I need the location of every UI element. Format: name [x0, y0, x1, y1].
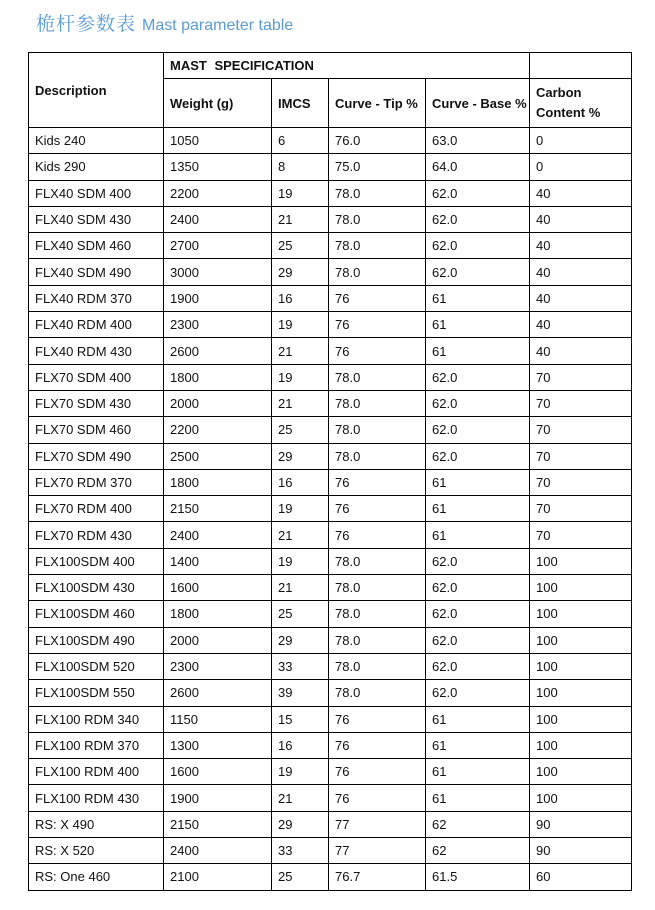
cell-curve-base: 62.0	[426, 364, 530, 390]
cell-description: FLX70 SDM 460	[29, 417, 164, 443]
table-row	[29, 680, 632, 706]
cell-curve-tip: 78.0	[329, 653, 426, 679]
cell-imcs: 29	[272, 443, 329, 469]
cell-curve-base: 61	[426, 338, 530, 364]
cell-weight: 1800	[164, 364, 272, 390]
cell-curve-base: 61	[426, 469, 530, 495]
cell-curve-base: 63.0	[426, 128, 530, 154]
cell-weight: 1600	[164, 759, 272, 785]
cell-carbon-content: 40	[530, 206, 632, 232]
table-row	[29, 864, 632, 890]
cell-imcs: 19	[272, 312, 329, 338]
table-row	[29, 259, 632, 285]
cell-curve-tip: 76	[329, 469, 426, 495]
cell-imcs: 25	[272, 864, 329, 890]
cell-imcs: 15	[272, 706, 329, 732]
table-row	[29, 233, 632, 259]
table-row	[29, 548, 632, 574]
cell-curve-tip: 78.0	[329, 417, 426, 443]
cell-carbon-content: 40	[530, 233, 632, 259]
cell-description: FLX70 RDM 430	[29, 522, 164, 548]
cell-weight: 1050	[164, 128, 272, 154]
title-chinese: 桅杆参数表	[36, 13, 137, 35]
cell-weight: 1800	[164, 469, 272, 495]
cell-curve-base: 62	[426, 811, 530, 837]
cell-description: FLX100 RDM 340	[29, 706, 164, 732]
table-body	[29, 128, 632, 891]
table-row	[29, 285, 632, 311]
cell-imcs: 16	[272, 469, 329, 495]
cell-weight: 1400	[164, 548, 272, 574]
cell-curve-base: 61	[426, 785, 530, 811]
cell-imcs: 29	[272, 627, 329, 653]
table-row	[29, 180, 632, 206]
cell-curve-base: 62.0	[426, 548, 530, 574]
cell-curve-tip: 76.0	[329, 128, 426, 154]
cell-description: RS: X 490	[29, 811, 164, 837]
cell-carbon-content: 70	[530, 443, 632, 469]
cell-curve-tip: 78.0	[329, 180, 426, 206]
cell-description: FLX100SDM 400	[29, 548, 164, 574]
table-row	[29, 364, 632, 390]
cell-curve-tip: 78.0	[329, 680, 426, 706]
cell-imcs: 25	[272, 601, 329, 627]
cell-curve-tip: 76	[329, 706, 426, 732]
cell-weight: 2000	[164, 627, 272, 653]
cell-description: FLX40 RDM 400	[29, 312, 164, 338]
cell-curve-tip: 78.0	[329, 206, 426, 232]
cell-carbon-content: 70	[530, 417, 632, 443]
cell-carbon-content: 40	[530, 180, 632, 206]
cell-curve-tip: 76	[329, 285, 426, 311]
cell-curve-tip: 76	[329, 496, 426, 522]
column-header-carbon-content	[530, 79, 632, 128]
header-row-group	[29, 53, 632, 79]
table-row	[29, 811, 632, 837]
table-row	[29, 417, 632, 443]
cell-curve-base: 62.0	[426, 417, 530, 443]
cell-imcs: 25	[272, 233, 329, 259]
cell-curve-tip: 76	[329, 732, 426, 758]
table-row	[29, 128, 632, 154]
cell-imcs: 8	[272, 154, 329, 180]
cell-carbon-content: 40	[530, 312, 632, 338]
cell-description: RS: X 520	[29, 838, 164, 864]
table-row	[29, 785, 632, 811]
title-english: Mast parameter table	[142, 17, 294, 34]
cell-curve-base: 61	[426, 706, 530, 732]
cell-carbon-content: 70	[530, 522, 632, 548]
table-row	[29, 732, 632, 758]
cell-description: FLX40 SDM 460	[29, 233, 164, 259]
cell-curve-base: 61	[426, 285, 530, 311]
cell-carbon-content: 40	[530, 259, 632, 285]
cell-description: FLX70 SDM 490	[29, 443, 164, 469]
cell-weight: 1350	[164, 154, 272, 180]
cell-weight: 1900	[164, 785, 272, 811]
cell-carbon-content: 90	[530, 838, 632, 864]
cell-weight: 2400	[164, 206, 272, 232]
cell-curve-base: 61	[426, 732, 530, 758]
cell-weight: 2300	[164, 653, 272, 679]
cell-description: FLX40 SDM 400	[29, 180, 164, 206]
cell-weight: 2300	[164, 312, 272, 338]
cell-description: FLX100SDM 460	[29, 601, 164, 627]
cell-weight: 2150	[164, 811, 272, 837]
cell-curve-base: 62.0	[426, 680, 530, 706]
description-header: Description	[29, 53, 164, 128]
cell-weight: 3000	[164, 259, 272, 285]
cell-carbon-content: 0	[530, 128, 632, 154]
cell-curve-base: 62.0	[426, 653, 530, 679]
cell-imcs: 39	[272, 680, 329, 706]
cell-imcs: 16	[272, 732, 329, 758]
table-row	[29, 653, 632, 679]
table-row	[29, 469, 632, 495]
cell-curve-tip: 78.0	[329, 601, 426, 627]
cell-weight: 2700	[164, 233, 272, 259]
cell-curve-tip: 77	[329, 838, 426, 864]
cell-curve-tip: 78.0	[329, 548, 426, 574]
cell-curve-base: 61	[426, 759, 530, 785]
cell-curve-base: 62.0	[426, 627, 530, 653]
table-row	[29, 312, 632, 338]
cell-description: FLX100 RDM 370	[29, 732, 164, 758]
cell-description: FLX100 RDM 400	[29, 759, 164, 785]
cell-curve-tip: 75.0	[329, 154, 426, 180]
cell-description: Kids 240	[29, 128, 164, 154]
cell-description: FLX40 SDM 490	[29, 259, 164, 285]
cell-weight: 2100	[164, 864, 272, 890]
empty-header-cell	[530, 53, 632, 79]
cell-description: FLX100SDM 550	[29, 680, 164, 706]
cell-imcs: 21	[272, 522, 329, 548]
cell-imcs: 21	[272, 338, 329, 364]
cell-carbon-content: 100	[530, 627, 632, 653]
table-row	[29, 338, 632, 364]
cell-carbon-content: 40	[530, 338, 632, 364]
column-header-imcs: IMCS	[272, 79, 329, 128]
cell-curve-base: 62.0	[426, 206, 530, 232]
cell-curve-base: 62	[426, 838, 530, 864]
cell-imcs: 19	[272, 364, 329, 390]
cell-weight: 2000	[164, 390, 272, 416]
carbon-label: Carbon	[536, 85, 582, 100]
cell-carbon-content: 100	[530, 759, 632, 785]
cell-weight: 2600	[164, 338, 272, 364]
cell-description: FLX70 RDM 370	[29, 469, 164, 495]
table-row	[29, 706, 632, 732]
cell-imcs: 16	[272, 285, 329, 311]
cell-imcs: 21	[272, 575, 329, 601]
table-row	[29, 154, 632, 180]
cell-curve-base: 62.0	[426, 233, 530, 259]
cell-description: FLX40 RDM 370	[29, 285, 164, 311]
cell-description: FLX100SDM 430	[29, 575, 164, 601]
cell-description: FLX100 RDM 430	[29, 785, 164, 811]
cell-curve-tip: 78.0	[329, 259, 426, 285]
cell-imcs: 6	[272, 128, 329, 154]
cell-curve-base: 62.0	[426, 390, 530, 416]
cell-curve-base: 61.5	[426, 864, 530, 890]
cell-weight: 1800	[164, 601, 272, 627]
cell-carbon-content: 40	[530, 285, 632, 311]
table-row	[29, 206, 632, 232]
cell-curve-tip: 77	[329, 811, 426, 837]
cell-curve-tip: 78.0	[329, 233, 426, 259]
cell-weight: 1600	[164, 575, 272, 601]
cell-imcs: 19	[272, 180, 329, 206]
cell-carbon-content: 70	[530, 364, 632, 390]
mast-parameter-table	[28, 52, 632, 891]
column-header-curve-tip: Curve - Tip %	[329, 79, 426, 128]
page-title	[36, 9, 293, 36]
cell-curve-tip: 78.0	[329, 627, 426, 653]
cell-weight: 2200	[164, 180, 272, 206]
cell-weight: 2600	[164, 680, 272, 706]
cell-carbon-content: 60	[530, 864, 632, 890]
column-header-curve-base: Curve - Base %	[426, 79, 530, 128]
cell-curve-tip: 78.0	[329, 390, 426, 416]
cell-carbon-content: 70	[530, 469, 632, 495]
table-row	[29, 496, 632, 522]
cell-curve-tip: 78.0	[329, 575, 426, 601]
cell-carbon-content: 100	[530, 680, 632, 706]
cell-carbon-content: 100	[530, 601, 632, 627]
table-row	[29, 601, 632, 627]
cell-curve-tip: 76	[329, 338, 426, 364]
cell-imcs: 29	[272, 259, 329, 285]
cell-curve-base: 61	[426, 312, 530, 338]
cell-weight: 1300	[164, 732, 272, 758]
cell-carbon-content: 100	[530, 575, 632, 601]
cell-curve-tip: 76	[329, 785, 426, 811]
cell-weight: 2150	[164, 496, 272, 522]
cell-carbon-content: 100	[530, 732, 632, 758]
cell-weight: 2400	[164, 838, 272, 864]
cell-curve-base: 62.0	[426, 259, 530, 285]
table-row	[29, 390, 632, 416]
cell-curve-tip: 76.7	[329, 864, 426, 890]
cell-imcs: 33	[272, 838, 329, 864]
mast-specification-header: MAST SPECIFICATION	[164, 53, 530, 79]
cell-weight: 1150	[164, 706, 272, 732]
table-row	[29, 759, 632, 785]
cell-curve-tip: 76	[329, 312, 426, 338]
table-row	[29, 443, 632, 469]
cell-imcs: 19	[272, 548, 329, 574]
cell-carbon-content: 100	[530, 785, 632, 811]
cell-imcs: 33	[272, 653, 329, 679]
table-row	[29, 575, 632, 601]
cell-description: FLX40 RDM 430	[29, 338, 164, 364]
cell-weight: 2400	[164, 522, 272, 548]
cell-description: FLX70 SDM 430	[29, 390, 164, 416]
cell-description: FLX100SDM 520	[29, 653, 164, 679]
cell-imcs: 21	[272, 785, 329, 811]
cell-curve-tip: 78.0	[329, 443, 426, 469]
cell-imcs: 19	[272, 496, 329, 522]
cell-description: FLX100SDM 490	[29, 627, 164, 653]
cell-imcs: 29	[272, 811, 329, 837]
cell-curve-base: 61	[426, 522, 530, 548]
cell-imcs: 19	[272, 759, 329, 785]
cell-curve-base: 62.0	[426, 180, 530, 206]
cell-curve-base: 64.0	[426, 154, 530, 180]
cell-carbon-content: 100	[530, 653, 632, 679]
cell-carbon-content: 70	[530, 390, 632, 416]
cell-curve-tip: 76	[329, 759, 426, 785]
table-row	[29, 522, 632, 548]
cell-description: Kids 290	[29, 154, 164, 180]
cell-description: FLX40 SDM 430	[29, 206, 164, 232]
cell-curve-base: 62.0	[426, 601, 530, 627]
cell-description: FLX70 RDM 400	[29, 496, 164, 522]
cell-weight: 1900	[164, 285, 272, 311]
column-header-weight: Weight (g)	[164, 79, 272, 128]
cell-carbon-content: 90	[530, 811, 632, 837]
cell-imcs: 21	[272, 206, 329, 232]
cell-weight: 2500	[164, 443, 272, 469]
cell-imcs: 25	[272, 417, 329, 443]
cell-curve-base: 61	[426, 496, 530, 522]
cell-curve-tip: 78.0	[329, 364, 426, 390]
cell-carbon-content: 0	[530, 154, 632, 180]
cell-carbon-content: 100	[530, 706, 632, 732]
cell-curve-base: 62.0	[426, 443, 530, 469]
table-row	[29, 627, 632, 653]
cell-carbon-content: 100	[530, 548, 632, 574]
cell-imcs: 21	[272, 390, 329, 416]
cell-description: FLX70 SDM 400	[29, 364, 164, 390]
content-label: Content %	[536, 105, 601, 120]
cell-description: RS: One 460	[29, 864, 164, 890]
cell-curve-base: 62.0	[426, 575, 530, 601]
cell-curve-tip: 76	[329, 522, 426, 548]
cell-weight: 2200	[164, 417, 272, 443]
cell-carbon-content: 70	[530, 496, 632, 522]
table-row	[29, 838, 632, 864]
